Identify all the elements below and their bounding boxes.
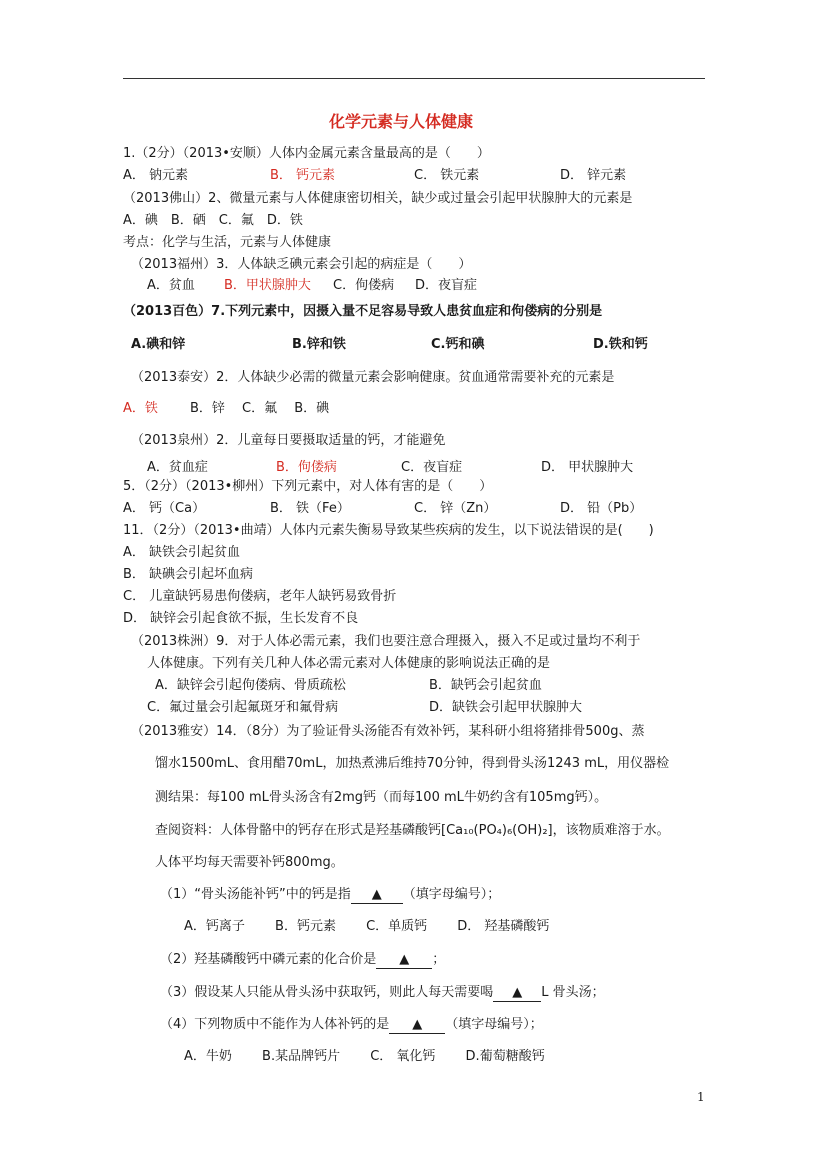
header-rule: [123, 78, 705, 79]
q6-option-d: D． 甲状腺肿大: [541, 460, 634, 475]
q10-line4: 查阅资料：人体骨骼中的钙存在形式是羟基磷酸钙[Ca₁₀(PO₄)₆(OH)₂]，该物质难溶于水。: [155, 823, 670, 838]
q10-part1-options: A．钙离子 B．钙元素 C．单质钙 D． 羟基磷酸钙: [184, 919, 550, 934]
q10-part4: [160, 1016, 543, 1034]
q7-option-c: C． 锌（Zn）: [414, 501, 497, 516]
q10-line5: 人体平均每天需要补钙800mg。: [155, 855, 344, 870]
q1-option-b: B． 钙元素: [270, 168, 336, 183]
q10-part1-text: （1）“骨头汤能补钙”中的钙是指: [160, 887, 351, 902]
q5-options-rest: B．锌 C．氟 B．碘: [190, 401, 330, 416]
q2-kaodian: 考点：化学与生活，元素与人体健康: [123, 235, 332, 250]
q10-part2: [160, 951, 445, 969]
q10-line2: 馏水1500mL、食用醋70mL，加热煮沸后维持70分钟，得到骨头汤1243 mL，用仪器检: [155, 756, 670, 771]
q10-line3: 测结果：每100 mL骨头汤含有2mg钙（而每100 mL牛奶约含有105mg钙）。: [155, 790, 608, 805]
q1-stem: 1.（2分）（2013•安顺）人体内金属元素含量最高的是（ ）: [123, 146, 490, 161]
q8-option-c: C． 儿童缺钙易患佝偻病，老年人缺钙易致骨折: [123, 589, 397, 604]
q10-part3: [160, 984, 605, 1002]
q3-option-a: A．贫血: [147, 278, 195, 293]
q7-option-b: B． 铁（Fe）: [270, 501, 350, 516]
q9-option-a: A．缺锌会引起佝偻病、骨质疏松: [155, 678, 346, 693]
q4-option-c: C.钙和碘: [431, 337, 485, 352]
q4-option-b: B.锌和铁: [292, 337, 346, 352]
q1-option-a: A． 钠元素: [123, 168, 189, 183]
q10-line1: （2013雅安）14．（8分）为了验证骨头汤能否有效补钙，某科研小组将猪排骨500g、蒸: [131, 724, 645, 739]
q4-stem: （2013百色）7.下列元素中，因摄入量不足容易导致人患贫血症和佝偻病的分别是: [123, 304, 603, 319]
q5-option-a: A．铁: [123, 401, 158, 416]
q10-part2-text: （2）羟基磷酸钙中磷元素的化合价是: [160, 952, 377, 967]
q9-option-d: D．缺铁会引起甲状腺肿大: [429, 700, 583, 715]
q10-part4-suffix: （填字母编号）；: [445, 1017, 543, 1032]
q9-option-c: C．氟过量会引起氟斑牙和氟骨病: [147, 700, 339, 715]
q9-stem-line1: （2013株洲）9．对于人体必需元素，我们也要注意合理摄入，摄入不足或过量均不利于: [131, 634, 641, 649]
q10-part3-suffix: L 骨头汤；: [541, 985, 605, 1000]
q9-stem-line2: 人体健康。下列有关几种人体必需元素对人体健康的影响说法正确的是: [147, 656, 551, 671]
q10-part3-text: （3）假设某人只能从骨头汤中获取钙，则此人每天需要喝: [160, 985, 494, 1000]
q5-stem: （2013泰安）2．人体缺少必需的微量元素会影响健康。贫血通常需要补充的元素是: [131, 370, 615, 385]
q9-option-b: B．缺钙会引起贫血: [429, 678, 542, 693]
answer-blank-2[interactable]: ▲: [376, 952, 432, 969]
q6-stem: （2013泉州）2．儿童每日要摄取适量的钙，才能避免: [131, 433, 446, 448]
q2-options: A．碘 B．硒 C．氟 D．铁: [123, 213, 303, 228]
q8-stem: 11．（2分）（2013•曲靖）人体内元素失衡易导致某些疾病的发生，以下说法错误的是( ): [123, 523, 654, 538]
q3-stem: （2013福州）3．人体缺乏碘元素会引起的病症是（ ）: [131, 257, 472, 272]
q3-option-d: D．夜盲症: [415, 278, 478, 293]
q3-option-b: B．甲状腺肿大: [224, 278, 311, 293]
q8-option-d: D． 缺锌会引起食欲不振，生长发育不良: [123, 611, 359, 626]
q8-option-b: B． 缺碘会引起坏血病: [123, 567, 254, 582]
q3-option-c: C．佝偻病: [333, 278, 395, 293]
q4-option-d: D.铁和钙: [593, 337, 648, 352]
page-number: 1: [697, 1090, 705, 1104]
q7-option-a: A． 钙（Ca）: [123, 501, 206, 516]
q1-option-c: C． 铁元素: [414, 168, 480, 183]
q10-part1: [160, 886, 500, 904]
answer-blank-3[interactable]: ▲: [493, 985, 541, 1002]
q10-part1-suffix: （填字母编号）；: [402, 887, 501, 902]
q6-option-a: A．贫血症: [147, 460, 208, 475]
q7-stem: 5．（2分）（2013•柳州）下列元素中，对人体有害的是（ ）: [123, 479, 493, 494]
q8-option-a: A． 缺铁会引起贫血: [123, 545, 241, 560]
q10-part2-suffix: ；: [432, 952, 446, 967]
q10-part4-text: （4）下列物质中不能作为人体补钙的是: [160, 1017, 390, 1032]
q4-option-a: A.碘和锌: [131, 337, 186, 352]
q10-part4-options: A．牛奶 B.某品牌钙片 C． 氧化钙 D.葡萄糖酸钙: [184, 1049, 545, 1064]
q2-stem: （2013佛山）2、微量元素与人体健康密切相关，缺少或过量会引起甲状腺肿大的元素是: [123, 191, 633, 206]
answer-blank-1[interactable]: ▲: [351, 887, 403, 904]
q7-option-d: D． 铅（Pb）: [560, 501, 643, 516]
q6-option-c: C．夜盲症: [401, 460, 463, 475]
page-title: 化学元素与人体健康: [329, 112, 474, 131]
answer-blank-4[interactable]: ▲: [389, 1017, 445, 1034]
q6-option-b: B．佝偻病: [276, 460, 337, 475]
q1-option-d: D． 锌元素: [560, 168, 627, 183]
